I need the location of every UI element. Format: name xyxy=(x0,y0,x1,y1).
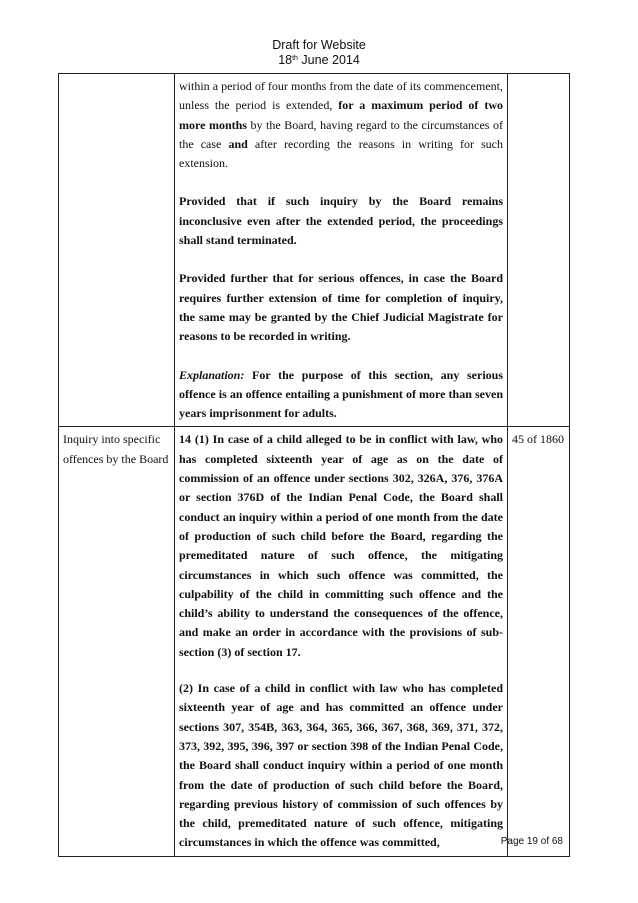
row1-para-3: Provided further that for serious offences, in case the Board requires further extension of time for completion of inquiry, the same may be granted by the Chief Judicial Magistrate for reasons to be recorded in writing. xyxy=(179,271,503,344)
page-header xyxy=(0,38,638,68)
row1-para-2: Provided that if such inquiry by the Board remains inconclusive even after the extended period, the proceedings shall stand terminated. xyxy=(179,194,503,248)
row2-heading-cell: Inquiry into specific offences by the Board xyxy=(59,427,175,856)
row2-reference-cell: 45 of 1860 xyxy=(508,427,570,856)
statute-table xyxy=(58,73,570,857)
page-number: Page 19 of 68 xyxy=(500,836,563,847)
row1-explanation: Explanation: For the purpose of this section, any serious offence is an offence entailing a punishment of more than seven years imprisonment for adults. xyxy=(179,367,503,421)
row2-subsection-1: 14 (1) In case of a child alleged to be in conflict with law, who has completed sixteenth year of age as on the date of commission of an offence under sections 302, 326A, 376, 376A or section 376D of the Indian Penal Code, the Board shall conduct an inquiry within a period of one month from the date of production of such child before the Board, regarding the premeditated nature of such offence, the mitigating circumstances in which such offence was committed, the culpability of the child in committing such offence and the child’s ability to understand the consequences of the offence, and make an order in accordance with the provisions of sub-section (3) of section 17. xyxy=(179,432,503,659)
header-date: 18th June 2014 xyxy=(278,53,360,67)
row1-heading-cell xyxy=(59,74,175,427)
row2-text-cell xyxy=(175,427,508,856)
row1-reference-cell xyxy=(508,74,570,427)
table-row xyxy=(59,74,570,427)
row2-subsection-2: (2) In case of a child in conflict with law who has completed sixteenth year of age and has committed an offence under sections 307, 354B, 363, 364, 365, 366, 367, 368, 369, 371, 372, 373, 392, 395, 396, 397 or section 398 of the Indian Penal Code, the Board shall conduct inquiry within a period of one month from the date of production of such child before the Board, regarding previous history of commission of such offences by the child, premeditated nature of such offence, mitigating circumstances in which the offence was committed, xyxy=(179,681,503,850)
header-title: Draft for Website xyxy=(272,38,366,52)
row1-text-cell xyxy=(175,74,508,427)
table-row xyxy=(59,427,570,856)
row1-para-1: within a period of four months from the date of its commencement, unless the period is extended, for a maximum period of two more months by the Board, having regard to the circumstances of the case and after recording the reasons in writing for such extension. xyxy=(179,79,504,171)
